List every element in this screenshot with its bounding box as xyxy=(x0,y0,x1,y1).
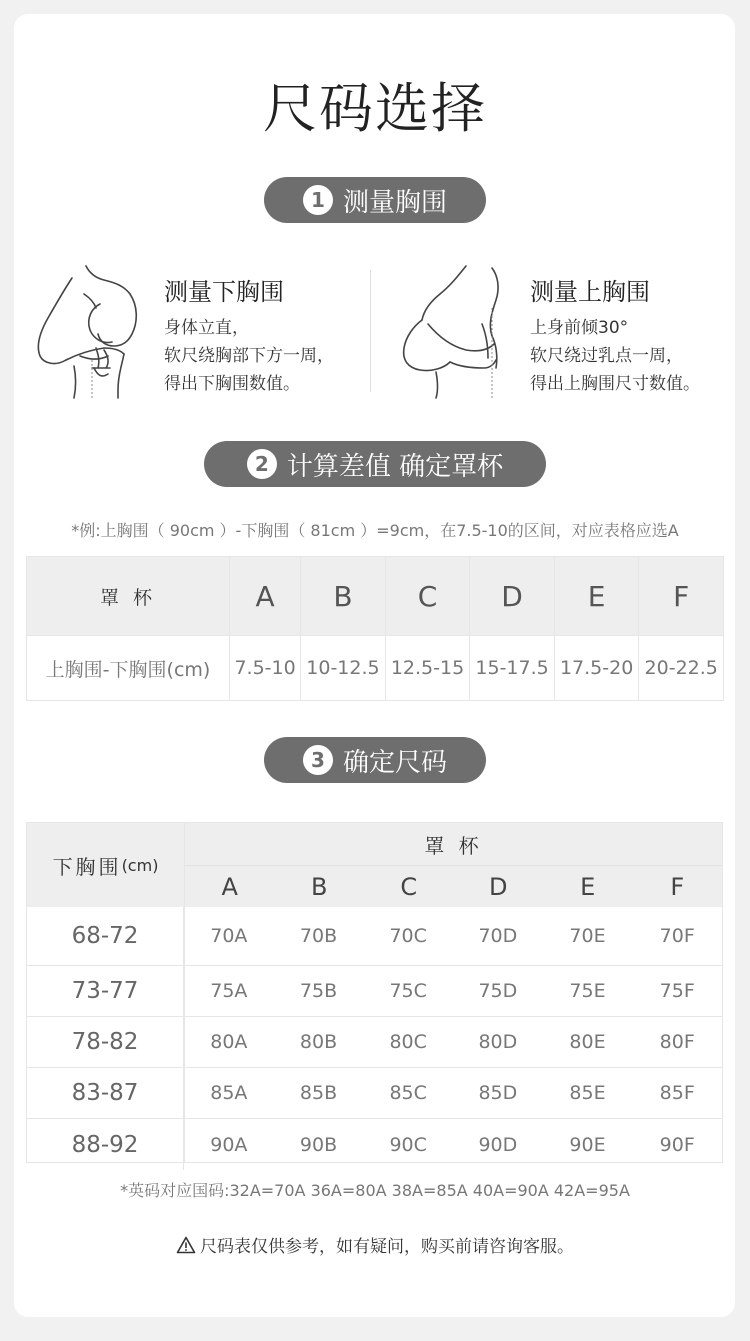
size-cup-letter: D xyxy=(489,872,508,901)
size-cell: 70D xyxy=(478,925,518,947)
under-bust-line-2: 软尺绕胸部下方一周， xyxy=(164,346,334,366)
size-cell: 75B xyxy=(299,980,338,1002)
size-cell: 80B xyxy=(299,1031,338,1053)
calculation-example-note: *例:上胸围（ 90cm ）-下胸围（ 81cm ）=9cm，在7.5-10的区间，对应表格应选A xyxy=(71,521,679,540)
over-bust-title: 测量上胸围 xyxy=(530,278,650,306)
size-cup-letter: F xyxy=(670,872,685,901)
step2-header xyxy=(204,441,546,487)
difference-range: 17.5-20 xyxy=(554,636,639,701)
underbust-range: 78-82 xyxy=(27,1017,184,1067)
size-cell: 90E xyxy=(569,1133,606,1156)
under-bust-line-1: 身体立直， xyxy=(164,318,249,338)
size-cell: 75D xyxy=(478,980,518,1002)
cup-header-label: 罩 杯 xyxy=(27,557,230,636)
size-cell: 80A xyxy=(210,1031,248,1053)
size-cell: 85E xyxy=(569,1082,606,1104)
over-bust-figure-illustration xyxy=(388,264,510,400)
underbust-header-cell xyxy=(27,823,184,907)
size-cup-letter: B xyxy=(311,872,328,901)
size-cell: 75F xyxy=(659,980,695,1002)
step2-number: 2 xyxy=(247,449,277,479)
size-cell: 90A xyxy=(210,1133,248,1156)
size-cell: 70C xyxy=(389,925,427,947)
size-cell: 70F xyxy=(659,925,695,947)
size-row-cells xyxy=(184,1068,722,1118)
size-row-cells xyxy=(184,1017,722,1067)
size-cell: 80E xyxy=(569,1031,606,1053)
size-cup-header-row xyxy=(185,866,722,907)
cup-letter: D xyxy=(470,557,555,636)
difference-row-label: 上胸围-下胸围(cm) xyxy=(27,636,230,701)
warning-icon xyxy=(176,1236,196,1254)
size-table xyxy=(26,822,723,1163)
disclaimer xyxy=(0,1232,750,1257)
size-cell: 80C xyxy=(389,1031,427,1053)
over-bust-line-2: 软尺绕过乳点一周， xyxy=(530,346,683,366)
cup-group-header: 罩 杯 xyxy=(185,823,722,866)
size-row xyxy=(27,1068,722,1119)
size-cell: 85A xyxy=(210,1082,248,1104)
cup-letter: A xyxy=(230,557,301,636)
step2-label: 计算差值 确定罩杯 xyxy=(286,451,504,482)
size-cell: 80F xyxy=(659,1031,695,1053)
size-cell: 85B xyxy=(299,1082,338,1104)
underbust-range: 73-77 xyxy=(27,966,184,1016)
under-bust-line-3: 得出下胸围数值。 xyxy=(164,374,300,394)
size-row-cells xyxy=(184,1119,722,1170)
step1-header xyxy=(264,177,486,223)
size-rows xyxy=(27,907,722,1170)
difference-range: 12.5-15 xyxy=(385,636,470,701)
cup-letter: B xyxy=(301,557,386,636)
size-cell: 70B xyxy=(299,925,338,947)
cup-difference-table xyxy=(26,556,724,701)
size-cell: 85F xyxy=(659,1082,695,1104)
over-bust-line-1: 上身前倾30° xyxy=(530,318,629,338)
size-row xyxy=(27,966,722,1017)
page-title: 尺码选择 xyxy=(263,77,487,140)
size-row xyxy=(27,1017,722,1068)
step3-number: 3 xyxy=(303,745,333,775)
size-row-cells xyxy=(184,907,722,965)
size-row-cells xyxy=(184,966,722,1016)
over-bust-line-3: 得出上胸围尺寸数值。 xyxy=(530,374,700,394)
size-cup-letter: C xyxy=(400,872,418,901)
size-cell: 70A xyxy=(210,925,248,947)
cup-header-row xyxy=(27,557,724,636)
over-bust-instructions xyxy=(530,314,700,398)
under-bust-title: 测量下胸围 xyxy=(164,278,284,306)
difference-range: 10-12.5 xyxy=(301,636,386,701)
size-cell: 80D xyxy=(478,1031,518,1053)
size-cell: 90F xyxy=(659,1133,695,1156)
size-row xyxy=(27,907,722,966)
size-cell: 85D xyxy=(478,1082,518,1104)
size-row xyxy=(27,1119,722,1170)
size-cup-letter: E xyxy=(580,872,596,901)
step3-label: 确定尺码 xyxy=(342,747,447,778)
underbust-range: 83-87 xyxy=(27,1068,184,1118)
underbust-header-label: 下胸围 xyxy=(52,854,122,879)
underbust-range: 68-72 xyxy=(27,907,184,965)
difference-range: 15-17.5 xyxy=(470,636,555,701)
size-cell: 85C xyxy=(389,1082,427,1104)
size-cell: 75E xyxy=(569,980,606,1002)
step1-number: 1 xyxy=(303,185,333,215)
size-cell: 75A xyxy=(210,980,248,1002)
size-cup-letter: A xyxy=(221,872,238,901)
under-bust-figure-illustration xyxy=(34,264,146,400)
uk-size-conversion-note: *英码对应国码:32A=70A 36A=80A 38A=85A 40A=90A 42A=95A xyxy=(120,1181,630,1200)
size-cell: 75C xyxy=(389,980,427,1002)
step1-label: 测量胸围 xyxy=(342,187,447,218)
step3-header xyxy=(264,737,486,783)
cup-range-row xyxy=(27,636,724,701)
difference-range: 20-22.5 xyxy=(639,636,724,701)
cup-letter: E xyxy=(554,557,639,636)
size-cell: 90C xyxy=(389,1133,427,1156)
under-bust-instructions xyxy=(164,314,334,398)
size-cell: 90D xyxy=(478,1133,518,1156)
size-cell: 90B xyxy=(299,1133,338,1156)
cup-letter: C xyxy=(385,557,470,636)
difference-range: 7.5-10 xyxy=(230,636,301,701)
underbust-header-unit: (cm) xyxy=(121,855,159,875)
cup-letter: F xyxy=(639,557,724,636)
size-cell: 70E xyxy=(569,925,606,947)
disclaimer-text: 尺码表仅供参考，如有疑问，购买前请咨询客服。 xyxy=(200,1237,574,1257)
underbust-range: 88-92 xyxy=(27,1119,184,1170)
measure-divider xyxy=(370,270,371,392)
